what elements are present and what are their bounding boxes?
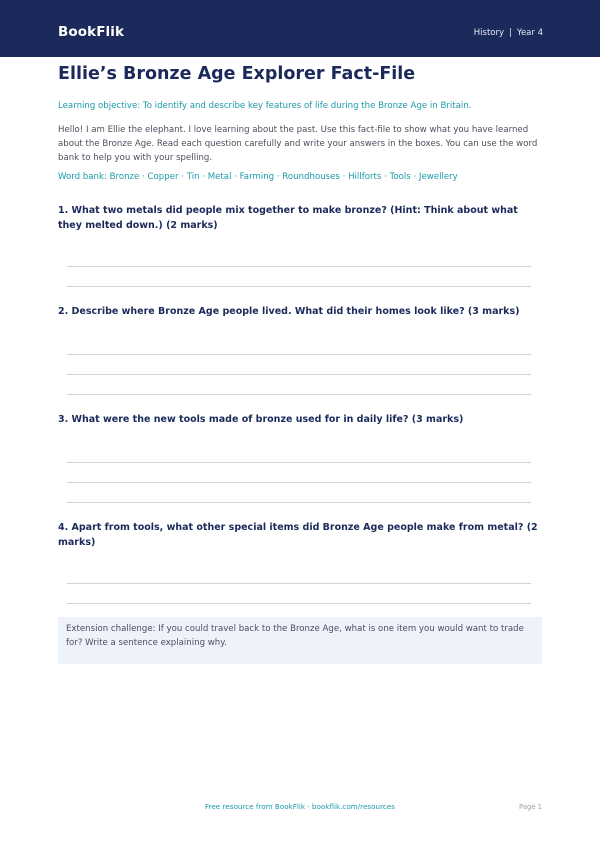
answer-line[interactable]	[67, 502, 531, 503]
page-number: Page 1	[519, 803, 542, 811]
footer-credit[interactable]: Free resource from BookFlik · bookflik.com/resources	[204, 802, 396, 811]
question-2: 2. Describe where Bronze Age people lived. What did their homes look like? (3 marks)	[58, 306, 520, 317]
breadcrumb-subject[interactable]: History	[473, 28, 505, 38]
learning-objective: Learning objective: To identify and describe key features of life during the Bronze Age in Britain.	[58, 101, 472, 111]
page-title: Ellie’s Bronze Age Explorer Fact-File	[58, 64, 416, 84]
word-bank: Word bank: Bronze · Copper · Tin · Metal · Farming · Roundhouses · Hillforts · Tools · Jewellery	[58, 172, 458, 182]
answer-line[interactable]	[67, 286, 531, 287]
breadcrumb-year[interactable]: Year 4	[516, 28, 543, 38]
intro-text: Hello! I am Ellie the elephant. I love learning about the past. Use this fact-file to show what you have learned about the Bronze Age. Read each question carefully and write your answers in the boxes. You can use the word bank to help you with your spelling.	[58, 125, 538, 163]
breadcrumb-separator: |	[509, 28, 512, 38]
answer-line[interactable]	[67, 354, 531, 355]
answer-line[interactable]	[67, 374, 531, 375]
brand-logo-text[interactable]: BookFlik	[58, 24, 125, 40]
question-3: 3. What were the new tools made of bronze used for in daily life? (3 marks)	[58, 414, 464, 425]
extension-challenge-box	[58, 617, 542, 664]
answer-line[interactable]	[67, 266, 531, 267]
answer-line[interactable]	[67, 603, 531, 604]
answer-line[interactable]	[67, 482, 531, 483]
answer-line[interactable]	[67, 394, 531, 395]
question-1: 1. What two metals did people mix together to make bronze? (Hint: Think about what they melted down.) (2 marks)	[58, 205, 518, 231]
answer-line[interactable]	[67, 583, 531, 584]
page-header	[0, 0, 600, 57]
question-4: 4. Apart from tools, what other special items did Bronze Age people make from metal? (2 marks)	[58, 522, 538, 548]
answer-line[interactable]	[67, 462, 531, 463]
extension-challenge-text: Extension challenge: If you could travel back to the Bronze Age, what is one item you would want to trade for? Write a sentence explaining why.	[66, 624, 524, 648]
breadcrumb	[474, 28, 543, 38]
